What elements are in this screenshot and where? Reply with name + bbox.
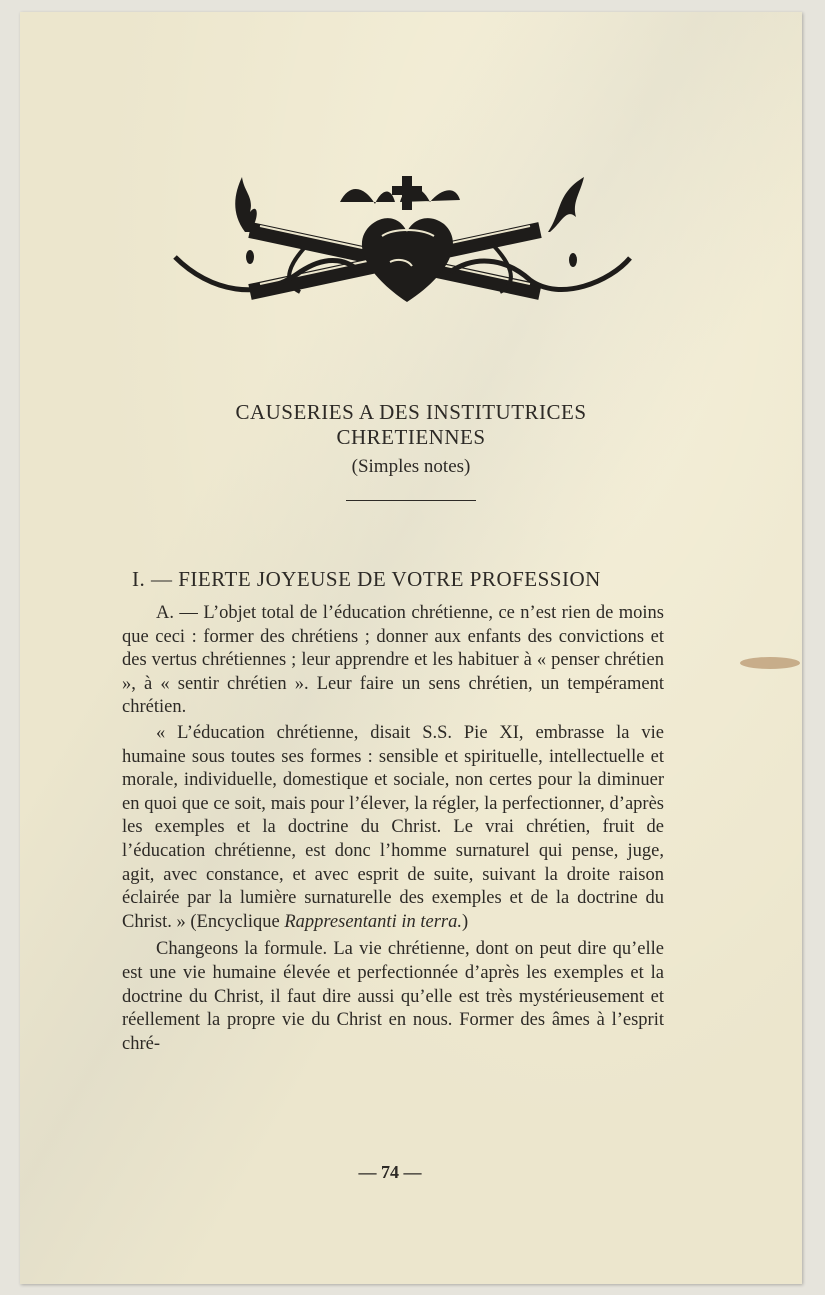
document-title-line-2: CHRETIENNES <box>336 425 486 449</box>
heading-divider <box>346 500 476 501</box>
document-page <box>20 12 802 1284</box>
paragraph-2 <box>122 722 664 934</box>
paper-stain <box>740 657 800 669</box>
paragraph-2-end: ) <box>461 911 469 932</box>
document-title-line-1: CAUSERIES A DES INSTITUTRICES <box>235 400 587 424</box>
paragraph-1: A. — L’objet total de l’éducation chrétienne, ce n’est rien de moins que ceci : former des chrétiens ; donner aux enfants des convictions et des vertus chrétiennes ; leur apprendre et les habituer à « penser chrétien », à « sentir chrétien ». Leur faire un sens chrétien, un tempérament chrétien. <box>122 603 664 718</box>
document-heading <box>20 400 802 501</box>
paragraph-3: Changeons la formule. La vie chrétienne, dont on peut dire qu’elle est une vie humaine élevée et perfectionnée d’après les exemples et la doctrine du Christ, il faut dire aussi qu’elle est très mystérieusement et réellement la propre vie du Christ en nous. Former des âmes à l’esprit chré- <box>122 939 664 1054</box>
body-text <box>122 602 664 1056</box>
document-subtitle: (Simples notes) <box>351 456 471 477</box>
page-number: — 74 — <box>358 1162 422 1182</box>
sacred-heart-ornament-icon <box>150 162 640 322</box>
section-title: I. — FIERTE JOYEUSE DE VOTRE PROFESSION <box>132 567 601 591</box>
paragraph-2-italic: Rappresentanti in terra. <box>284 911 462 932</box>
paragraph-2-text: « L’éducation chrétienne, disait S.S. Pie XI, embrasse la vie humaine sous toutes ses formes : sensible et spirituelle, intellectuelle et morale, individuelle, domestique et sociale, non certes pour la diminuer en quoi que ce soit, mais pour l’élever, la régler, la perfectionner, d’après les exemples et la doctrine du Christ. Le vrai chrétien, fruit de l’éducation chrétienne, est donc l’homme surnaturel qui pense, juge, agit, avec constance, et avec esprit de suite, suivant la droite raison éclairée par la lumière surnaturelle des exemples et de la doctrine du Christ. » (Encyclique <box>122 722 664 932</box>
